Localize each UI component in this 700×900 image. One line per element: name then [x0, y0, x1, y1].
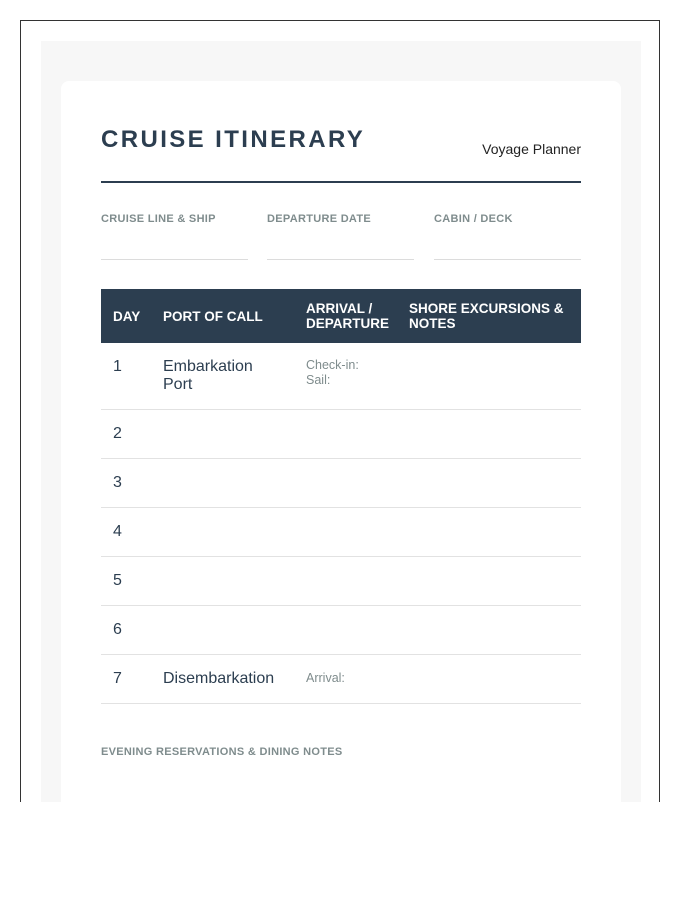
- itinerary-card: [61, 81, 621, 802]
- day-number: 4: [113, 523, 122, 540]
- table-row[interactable]: [101, 459, 581, 508]
- cabin-deck-label: CABIN / DECK: [434, 213, 513, 225]
- column-header-day: DAY: [113, 308, 141, 324]
- day-number: 3: [113, 474, 122, 491]
- cabin-deck-field[interactable]: [434, 213, 581, 260]
- itinerary-header: [101, 126, 581, 183]
- evening-reservations-label: EVENING RESERVATIONS & DINING NOTES: [101, 746, 343, 758]
- column-header-arrival-departure: ARRIVAL / DEPARTURE: [306, 301, 390, 331]
- table-row[interactable]: [101, 343, 581, 410]
- table-row[interactable]: [101, 557, 581, 606]
- sail-label: Sail:: [306, 373, 331, 387]
- trip-details-fields: [101, 213, 581, 261]
- table-row[interactable]: [101, 655, 581, 704]
- page-title: CRUISE ITINERARY: [101, 126, 366, 153]
- day-number: 1: [113, 358, 122, 375]
- table-row[interactable]: [101, 410, 581, 459]
- arrival-departure-times: [306, 671, 345, 686]
- cruise-line-field[interactable]: [101, 213, 248, 260]
- port-of-call: Disembarkation: [163, 670, 275, 687]
- itinerary-table: [101, 289, 581, 704]
- page-background: [41, 41, 641, 802]
- table-row[interactable]: [101, 508, 581, 557]
- page-subtitle: Voyage Planner: [482, 141, 581, 157]
- check-in-label: Check-in:: [306, 358, 359, 372]
- document-frame: [20, 20, 660, 802]
- column-header-port: PORT OF CALL: [163, 308, 263, 324]
- departure-date-label: DEPARTURE DATE: [267, 213, 372, 225]
- arrival-departure-times: [306, 358, 359, 388]
- departure-date-field[interactable]: [267, 213, 414, 260]
- day-number: 6: [113, 621, 122, 638]
- column-header-excursions: SHORE EXCURSIONS & NOTES: [409, 301, 564, 331]
- day-number: 2: [113, 425, 122, 442]
- day-number: 7: [113, 670, 122, 687]
- cruise-line-label: CRUISE LINE & SHIP: [101, 213, 216, 225]
- day-number: 5: [113, 572, 122, 589]
- table-header: [101, 289, 581, 343]
- arrival-label: Arrival:: [306, 671, 345, 685]
- table-row[interactable]: [101, 606, 581, 655]
- port-of-call: Embarkation Port: [163, 358, 253, 393]
